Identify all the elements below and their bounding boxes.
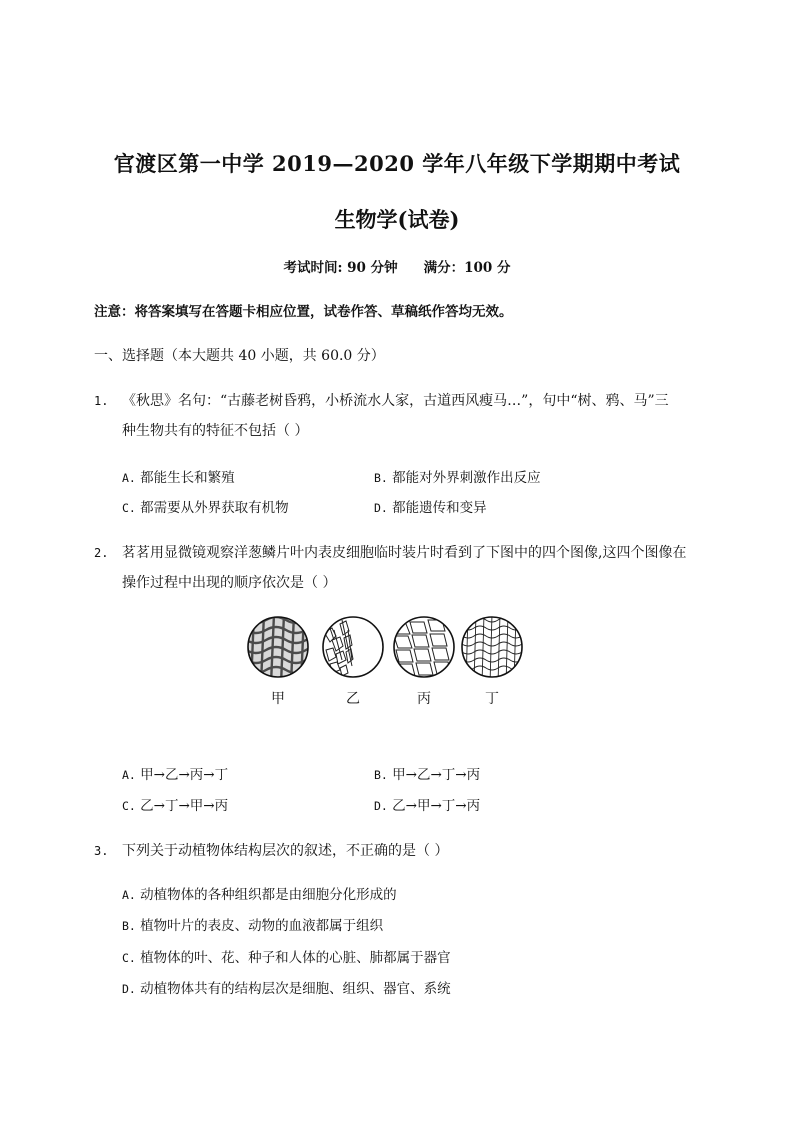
- option-key: B.: [374, 768, 388, 782]
- option-text: 乙→甲→丁→丙: [392, 798, 481, 814]
- option-key: B.: [122, 919, 136, 933]
- option-text: 都能遗传和变异: [392, 500, 487, 516]
- option-text: 都需要从外界获取有机物: [140, 500, 289, 516]
- question-2-line-1: 茗茗用显微镜观察洋葱鳞片叶内表皮细胞临时装片时看到了下图中的四个图像,这四个图像在: [122, 545, 687, 561]
- question-2-option-d: [374, 794, 480, 814]
- field-jia-image: [246, 614, 326, 684]
- option-text: 甲→乙→丙→丁: [140, 767, 229, 783]
- option-key: D.: [374, 799, 388, 813]
- option-key: D.: [122, 982, 136, 996]
- figure-label-yi: 乙: [346, 691, 360, 707]
- question-1-option-d: [374, 496, 487, 516]
- figure-label-bing: 丙: [417, 691, 431, 707]
- question-3-option-a: [122, 883, 397, 903]
- option-key: A.: [122, 471, 136, 485]
- exam-subtitle: 生物学(试卷): [334, 207, 460, 232]
- option-key: A.: [122, 768, 136, 782]
- field-bing-image: [392, 617, 454, 677]
- option-key: B.: [374, 471, 388, 485]
- option-text: 植物体的叶、花、种子和人体的心脏、肺都属于器官: [140, 950, 451, 966]
- question-1-number: 1.: [94, 394, 109, 408]
- figure-label-ding: 丁: [485, 691, 499, 707]
- field-ding-image: [462, 614, 522, 684]
- section-heading: 一、选择题（本大题共 40 小题，共 60.0 分）: [94, 348, 385, 364]
- option-key: C.: [122, 799, 136, 813]
- microscope-figure: [240, 610, 540, 690]
- exam-time: 考试时间: 90 分钟: [283, 260, 398, 276]
- option-key: C.: [122, 501, 136, 515]
- question-3-line-1: 下列关于动植物体结构层次的叙述，不正确的是（ ）: [122, 843, 449, 859]
- question-3-option-b: [122, 914, 383, 934]
- exam-title: 官渡区第一中学 2019—2020 学年八年级下学期期中考试: [113, 151, 681, 176]
- field-yi-image: [323, 617, 383, 677]
- option-key: A.: [122, 888, 136, 902]
- option-text: 动植物体的各种组织都是由细胞分化形成的: [140, 887, 397, 903]
- option-text: 都能对外界刺激作出反应: [392, 470, 541, 486]
- option-key: D.: [374, 501, 388, 515]
- question-2-line-2: 操作过程中出现的顺序依次是（ ）: [122, 575, 337, 591]
- option-text: 植物叶片的表皮、动物的血液都属于组织: [140, 918, 384, 934]
- question-1-line-2: 种生物共有的特征不包括（ ）: [122, 423, 309, 439]
- option-text: 都能生长和繁殖: [140, 470, 235, 486]
- question-2-number: 2.: [94, 546, 109, 560]
- option-text: 甲→乙→丁→丙: [392, 767, 481, 783]
- question-2-option-a: [122, 763, 228, 783]
- exam-meta: [0, 256, 794, 276]
- figure-label-jia: 甲: [271, 691, 285, 707]
- question-3-option-c: [122, 946, 451, 966]
- option-key: C.: [122, 951, 136, 965]
- question-2-option-b: [374, 763, 480, 783]
- question-3-option-d: [122, 977, 451, 997]
- question-3-number: 3.: [94, 844, 109, 858]
- question-1-option-a: [122, 466, 235, 486]
- question-1-line-1: 《秋思》名句：“古藤老树昏鸦，小桥流水人家，古道西风瘦马…”，句中“树、鸦、马”三: [122, 393, 669, 409]
- option-text: 动植物体共有的结构层次是细胞、组织、器官、系统: [140, 981, 451, 997]
- question-1-option-b: [374, 466, 541, 486]
- option-text: 乙→丁→甲→丙: [140, 798, 229, 814]
- question-2-option-c: [122, 794, 228, 814]
- full-score: 满分：100 分: [423, 260, 511, 276]
- question-1-option-c: [122, 496, 289, 516]
- notice-text: 注意：将答案填写在答题卡相应位置，试卷作答、草稿纸作答均无效。: [94, 304, 513, 320]
